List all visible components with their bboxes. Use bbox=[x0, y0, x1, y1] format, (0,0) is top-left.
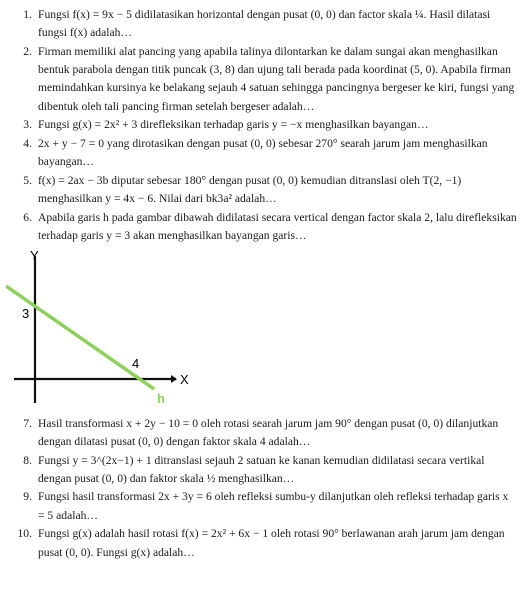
question-text: 2x + y − 7 = 0 yang dirotasikan dengan pusat (0, 0) sebesar 270° searah jarum jam menghasilkan bayangan… bbox=[38, 136, 488, 169]
question-text: Fungsi g(x) = 2x² + 3 direfleksikan terhadap garis y = −x menghasilkan bayangan… bbox=[38, 118, 429, 132]
y-axis-label: Y bbox=[30, 247, 39, 263]
question-number: 6. bbox=[23, 210, 32, 224]
x-axis-label: X bbox=[180, 371, 189, 387]
question-list-bottom bbox=[6, 415, 517, 562]
line-h bbox=[6, 286, 154, 389]
y-intercept-label: 3 bbox=[22, 305, 30, 321]
question-number: 7. bbox=[23, 416, 32, 430]
question-number: 9. bbox=[23, 490, 32, 504]
question-text: Fungsi y = 3^(2x−1) + 1 ditranslasi sejauh 2 satuan ke kanan kemudian didilatasi secara vertikal dengan pusat (0, 0) dan faktor skala ½ menghasilkan… bbox=[38, 453, 485, 485]
question-item bbox=[6, 43, 517, 116]
question-text: Fungsi hasil transformasi 2x + 3y = 6 oleh refleksi sumbu-y dilanjutkan oleh refleksi terhadap garis x = 5 adalah… bbox=[38, 490, 509, 522]
question-number: 4. bbox=[23, 136, 32, 150]
question-number: 5. bbox=[23, 173, 32, 187]
question-item bbox=[6, 452, 517, 488]
line-h-graph bbox=[6, 248, 206, 413]
question-text: Fungsi f(x) = 9x − 5 didilatasikan horizontal dengan pusat (0, 0) dan factor skala ¼. Hasil dilatasi fungsi f(x) adalah… bbox=[38, 8, 491, 40]
question-item bbox=[6, 116, 517, 134]
question-item bbox=[6, 488, 517, 524]
question-number: 1. bbox=[23, 8, 32, 21]
question-text: f(x) = 2ax − 3b diputar sebesar 180° dengan pusat (0, 0) kemudian ditranslasi oleh T(2, −1) menghasilkan y = 4x − 6. Nilai dari bk3a² adalah… bbox=[38, 173, 462, 206]
question-number: 8. bbox=[23, 453, 32, 467]
question-item bbox=[6, 172, 517, 208]
question-text: Hasil transformasi x + 2y − 10 = 0 oleh rotasi searah jarum jam 90° dengan pusat (0, 0) dilanjutkan dengan dilatasi pusat (0, 0) dengan faktor skala 4 adalah… bbox=[38, 416, 499, 448]
x-intercept-label: 4 bbox=[132, 355, 140, 371]
line-h-label: h bbox=[157, 390, 165, 406]
question-text: Fungsi g(x) adalah hasil rotasi f(x) = 2x² + 6x − 1 oleh rotasi 90° berlawanan arah jarum jam dengan pusat (0, 0). Fungsi g(x) adalah… bbox=[38, 527, 505, 559]
question-item bbox=[6, 135, 517, 171]
question-item bbox=[6, 6, 517, 42]
question-item bbox=[6, 209, 517, 247]
question-text: Apabila garis h pada gambar dibawah didilatasi secara vertical dengan factor skala 2, lalu direfleksikan terhadap garis y = 3 akan menghasilkan bayangan garis… bbox=[38, 210, 517, 242]
question-list-top bbox=[6, 6, 517, 247]
question-number: 3. bbox=[23, 118, 32, 132]
question-item bbox=[6, 415, 517, 451]
question-number: 10. bbox=[17, 527, 32, 541]
question-text: Firman memiliki alat pancing yang apabila talinya dilontarkan ke dalam sungai akan menghasilkan bentuk parabola dengan titik puncak (3, 8) dan ujung tali berada pada koordinat (5, 0). Apabila firman memindahkan kursinya ke belakang sejauh 4 satuan sehingga pancingnya bergeser ke kiri, fungsi yang dibentuk oleh tali pancing firman setelah bergeser adalah… bbox=[38, 44, 515, 113]
question-number: 2. bbox=[23, 44, 32, 58]
question-item bbox=[6, 525, 517, 561]
